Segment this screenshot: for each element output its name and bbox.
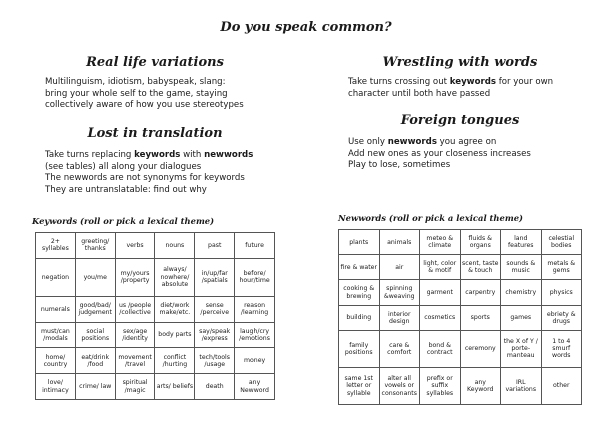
lost-translation-body — [45, 150, 253, 196]
newwords-table-cell: light, color & motif — [420, 255, 461, 280]
keywords-table-cell: any Newword — [235, 374, 275, 400]
newwords-table-cell: fire & water — [339, 255, 380, 280]
lost-translation-line-4: They are untranslatable: find out why — [45, 184, 207, 195]
newwords-table-cell: other — [541, 367, 582, 404]
newwords-table-cell: animals — [379, 230, 420, 255]
keywords-table-cell: crime/ law — [75, 374, 115, 400]
wrestling-heading: Wrestling with words — [382, 55, 538, 70]
keywords-table-cell: verbs — [115, 233, 155, 259]
newwords-table-cell: physics — [541, 280, 582, 305]
foreign-tongues-line-2: Add new ones as your closeness increases — [348, 148, 531, 159]
newwords-table-cell: metals & gems — [541, 255, 582, 280]
newwords-table-row — [339, 280, 582, 305]
keywords-table-cell: laugh/cry /emotions — [235, 322, 275, 348]
newwords-table-cell: celestial bodies — [541, 230, 582, 255]
keywords-table-row — [36, 374, 275, 400]
newwords-table-cell: sounds & music — [501, 255, 542, 280]
keywords-table-cell: spiritual /magic — [115, 374, 155, 400]
newwords-table-cell: interior design — [379, 305, 420, 330]
keywords-table-cell: movement /travel — [115, 348, 155, 374]
newwords-table-cell: fluids & organs — [460, 230, 501, 255]
page-title: Do you speak common? — [220, 20, 392, 35]
keywords-table-row — [36, 322, 275, 348]
keywords-table-cell: say/speak /express — [195, 322, 235, 348]
wrestling-body — [348, 77, 553, 100]
foreign-tongues-line-1: Use only newwords you agree on — [348, 137, 497, 147]
keywords-table-cell: numerals — [36, 296, 76, 322]
newwords-table-cell: games — [501, 305, 542, 330]
newwords-table-cell: spinning &weaving — [379, 280, 420, 305]
wrestling-line-2: character until both have passed — [348, 88, 491, 99]
keywords-table-cell: diet/work make/etc. — [155, 296, 195, 322]
keywords-table-cell: us /people /collective — [115, 296, 155, 322]
lost-translation-line-3: The newwords are not synonyms for keywords — [45, 173, 245, 184]
newwords-table-cell: scent, taste & touch — [460, 255, 501, 280]
keywords-table-cell: arts/ beliefs — [155, 374, 195, 400]
keywords-table-cell: must/can /modals — [36, 322, 76, 348]
newwords-table-cell: garment — [420, 280, 461, 305]
foreign-tongues-heading: Foreign tongues — [400, 113, 520, 128]
keywords-table-cell: home/ country — [36, 348, 76, 374]
foreign-tongues-line-3: Play to lose, sometimes — [348, 160, 451, 171]
keywords-term: keywords — [449, 77, 497, 87]
newwords-table-row — [339, 305, 582, 330]
keywords-table-cell: greeting/ thanks — [75, 233, 115, 259]
newwords-table-heading: Newwords (roll or pick a lexical theme) — [338, 213, 523, 223]
newwords-table-cell: bond & contract — [420, 330, 461, 367]
newwords-term: newwords — [204, 150, 254, 160]
keywords-table-cell: past — [195, 233, 235, 259]
keywords-table-row — [36, 348, 275, 374]
keywords-table-row — [36, 233, 275, 259]
keywords-table-cell: in/up/far /spatials — [195, 258, 235, 296]
newwords-table-cell: any Keyword — [460, 367, 501, 404]
newwords-table-cell: plants — [339, 230, 380, 255]
keywords-table-row — [36, 258, 275, 296]
keywords-table-cell: always/ nowhere/ absolute — [155, 258, 195, 296]
newwords-table-cell: cooking & brewing — [339, 280, 380, 305]
keywords-table-cell: sex/age /identity — [115, 322, 155, 348]
keywords-table-cell: nouns — [155, 233, 195, 259]
keywords-table-cell: future — [235, 233, 275, 259]
keywords-table-cell: love/ intimacy — [36, 374, 76, 400]
real-life-body — [45, 77, 244, 112]
keywords-table — [35, 232, 275, 400]
keywords-table-cell: eat/drink /food — [75, 348, 115, 374]
keywords-table-cell: you/me — [75, 258, 115, 296]
real-life-line-3: collectively aware of how you use stereotypes — [45, 100, 244, 111]
newwords-table-cell: building — [339, 305, 380, 330]
keywords-table-cell: tech/tools /usage — [195, 348, 235, 374]
newwords-table-cell: cosmetics — [420, 305, 461, 330]
newwords-table-row — [339, 367, 582, 404]
newwords-table-cell: alter all vowels or consonants — [379, 367, 420, 404]
keywords-table-cell: sense /perceive — [195, 296, 235, 322]
newwords-term: newwords — [387, 137, 437, 147]
keywords-table-cell: conflict /hurting — [155, 348, 195, 374]
keywords-table-row — [36, 296, 275, 322]
newwords-table-row — [339, 255, 582, 280]
real-life-heading: Real life variations — [86, 55, 224, 70]
newwords-table-cell: meteo & climate — [420, 230, 461, 255]
keywords-table-cell: my/yours /property — [115, 258, 155, 296]
keywords-table-cell: body parts — [155, 322, 195, 348]
keywords-table-cell: death — [195, 374, 235, 400]
keywords-table-cell: 2+ syllables — [36, 233, 76, 259]
newwords-table-row — [339, 330, 582, 367]
newwords-table-cell: carpentry — [460, 280, 501, 305]
lost-translation-heading: Lost in translation — [87, 126, 223, 141]
lost-translation-line-1: Take turns replacing keywords with newwords — [45, 150, 254, 160]
newwords-table-cell: ebriety & drugs — [541, 305, 582, 330]
newwords-table-cell: ceremony — [460, 330, 501, 367]
newwords-table-cell: chemistry — [501, 280, 542, 305]
real-life-line-2: bring your whole self to the game, staying — [45, 88, 228, 99]
keywords-table-cell: social positions — [75, 322, 115, 348]
newwords-table-cell: air — [379, 255, 420, 280]
newwords-table-cell: family positions — [339, 330, 380, 367]
keywords-table-cell: negation — [36, 258, 76, 296]
keywords-table-heading: Keywords (roll or pick a lexical theme) — [32, 216, 215, 226]
real-life-line-1: Multilinguism, idiotism, babyspeak, slang: — [45, 77, 226, 87]
keywords-table-cell: reason /learning — [235, 296, 275, 322]
keywords-table-cell: good/bad/ judgement — [75, 296, 115, 322]
keywords-table-cell: money — [235, 348, 275, 374]
foreign-tongues-body — [348, 137, 531, 172]
newwords-table-row — [339, 230, 582, 255]
keywords-term: keywords — [134, 150, 181, 160]
newwords-table-cell: the X of Y / porte-manteau — [501, 330, 542, 367]
newwords-table-cell: same 1st letter or syllable — [339, 367, 380, 404]
newwords-table-cell: prefix or suffix syllables — [420, 367, 461, 404]
newwords-table-cell: sports — [460, 305, 501, 330]
lost-translation-line-2: (see tables) all along your dialogues — [45, 161, 202, 172]
newwords-table-cell: IRL variations — [501, 367, 542, 404]
newwords-table — [338, 229, 582, 405]
newwords-table-cell: care & comfort — [379, 330, 420, 367]
keywords-table-cell: before/ hour/time — [235, 258, 275, 296]
newwords-table-cell: 1 to 4 smurf words — [541, 330, 582, 367]
newwords-table-cell: land features — [501, 230, 542, 255]
wrestling-line-1: Take turns crossing out keywords for your own — [348, 77, 554, 87]
